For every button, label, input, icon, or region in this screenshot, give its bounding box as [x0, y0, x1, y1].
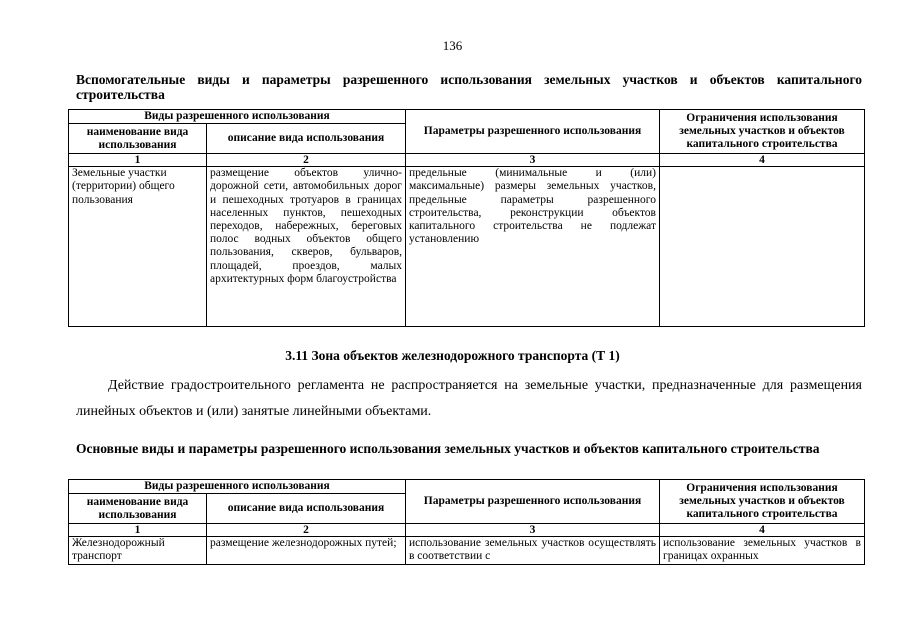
header-use-name: наименование вида использования — [69, 124, 207, 154]
header-permitted-uses: Виды разрешенного использования — [69, 110, 406, 124]
header-permitted-uses: Виды разрешенного использования — [69, 480, 406, 494]
column-number: 4 — [660, 154, 865, 167]
cell-use-name: Земельные участки (территории) общего пользования — [69, 167, 207, 327]
zone-heading: 3.11 Зона объектов железнодорожного транспорта (Т 1) — [285, 348, 620, 363]
column-number: 2 — [207, 524, 406, 537]
cell-use-name: Железнодорожный транспорт — [69, 537, 207, 565]
page-number: 136 — [442, 38, 463, 53]
header-use-description: описание вида использования — [207, 494, 406, 524]
table-row — [69, 167, 865, 327]
cell-parameters: предельные (минимальные и (или) максимальные) размеры земельных участков, предельные параметры разрешенного строительства, реконструкции объектов капитального строительства не подлежат установлению — [406, 167, 660, 327]
table-auxiliary-uses — [68, 109, 865, 327]
cell-use-description: размещение объектов улично-дорожной сети, автомобильных дорог и пешеходных тротуаров в границах населенных пунктов, пешеходных переходов, набережных, береговых полос водных объектов общего пользования, скверов, бульваров, площадей, проездов, малых архитектурных форм благоустройства — [207, 167, 406, 327]
header-parameters: Параметры разрешенного использования — [406, 110, 660, 154]
cell-limitations: использование земельных участков в границах охранных — [660, 537, 865, 565]
column-number-row — [69, 154, 865, 167]
section-heading-main: Основные виды и параметры разрешенного использования земельных участков и объектов капитального строительства — [76, 441, 820, 456]
header-use-description: описание вида использования — [207, 124, 406, 154]
cell-parameters: использование земельных участков осуществлять в соответствии с — [406, 537, 660, 565]
zone-paragraph: Действие градостроительного регламента не распространяется на земельные участки, предназначенные для размещения линейных объектов и (или) занятые линейными объектами. — [76, 378, 862, 419]
section-heading-auxiliary: Вспомогательные виды и параметры разрешенного использования земельных участков и объектов капитального строительства — [76, 72, 862, 102]
cell-limitations — [660, 167, 865, 327]
column-number: 4 — [660, 524, 865, 537]
column-number: 1 — [69, 524, 207, 537]
cell-use-description: размещение железнодорожных путей; — [207, 537, 406, 565]
column-number: 1 — [69, 154, 207, 167]
header-limitations: Ограничения использования земельных участков и объектов капитального строительства — [660, 480, 865, 524]
column-number: 2 — [207, 154, 406, 167]
column-number: 3 — [406, 524, 660, 537]
header-use-name: наименование вида использования — [69, 494, 207, 524]
table-row — [69, 537, 865, 565]
header-limitations: Ограничения использования земельных участков и объектов капитального строительства — [660, 110, 865, 154]
header-parameters: Параметры разрешенного использования — [406, 480, 660, 524]
column-number: 3 — [406, 154, 660, 167]
column-number-row — [69, 524, 865, 537]
table-main-uses — [68, 479, 865, 565]
